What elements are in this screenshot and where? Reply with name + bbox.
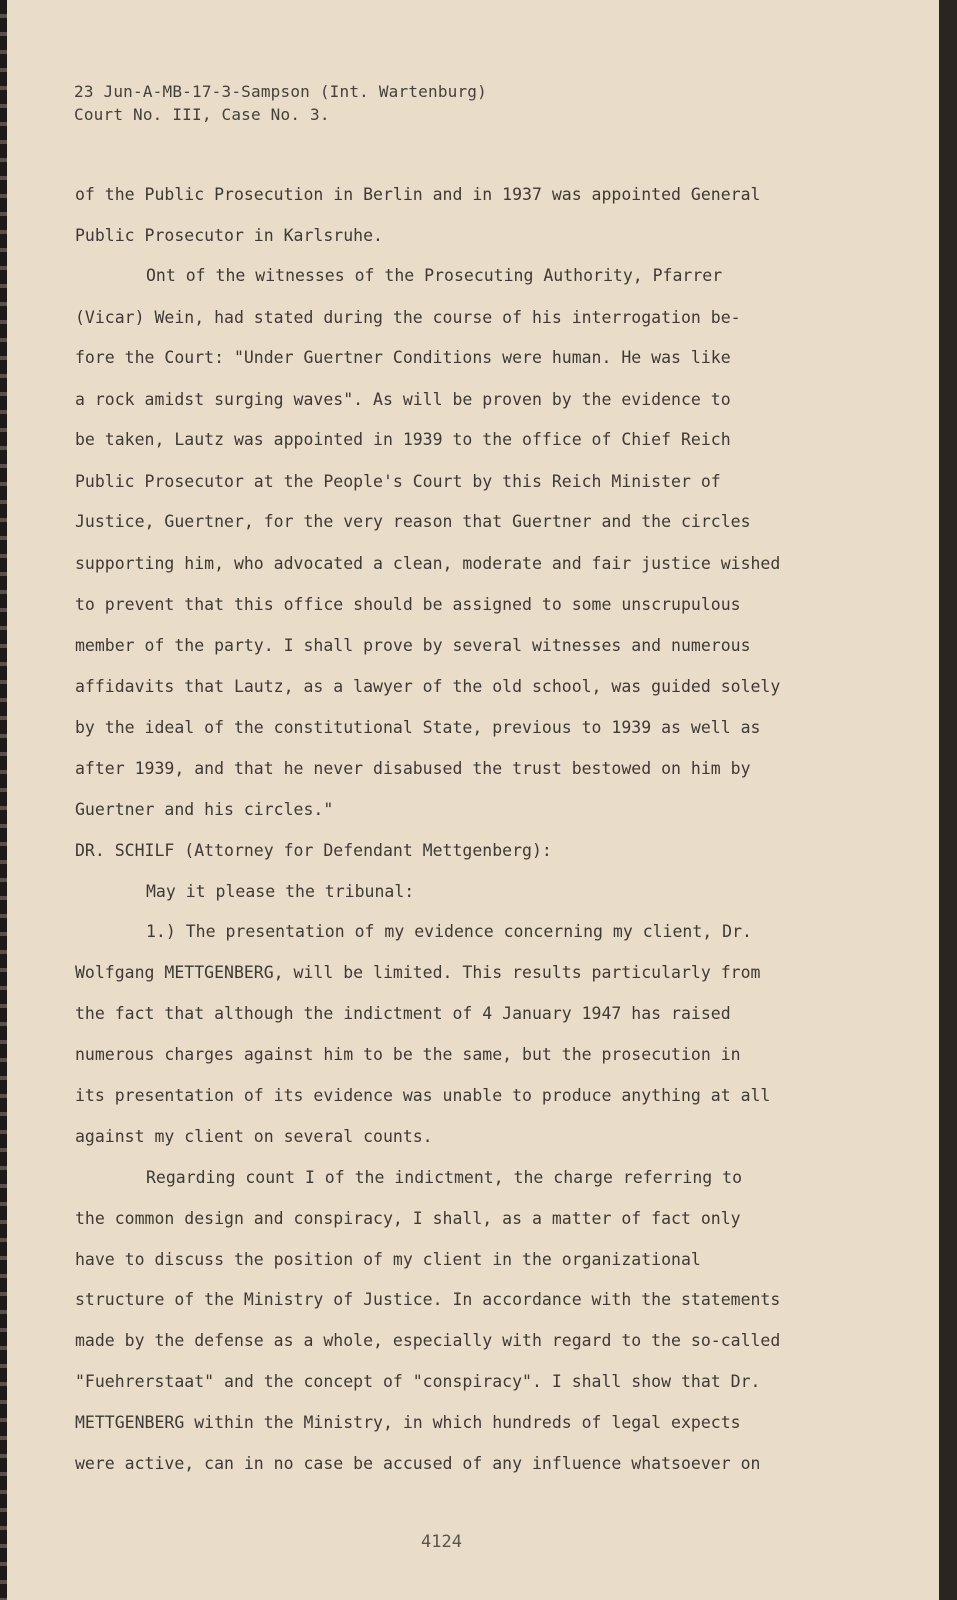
text-line: supporting him, who advocated a clean, moderate and fair justice wished (75, 554, 781, 573)
text-line: be taken, Lautz was appointed in 1939 to the office of Chief Reich (75, 430, 731, 449)
text-line: a rock amidst surging waves". As will be proven by the evidence to (75, 390, 731, 409)
text-line: member of the party. I shall prove by several witnesses and numerous (75, 636, 751, 655)
text-line: have to discuss the position of my client in the organizational (75, 1250, 701, 1269)
text-line: of the Public Prosecution in Berlin and in 1937 was appointed General (75, 185, 761, 204)
page-edge-shadow (939, 0, 948, 1600)
text-line: Public Prosecutor in Karlsruhe. (75, 226, 383, 245)
text-line: May it please the tribunal: (146, 882, 415, 901)
text-line: against my client on several counts. (75, 1127, 433, 1146)
text-line: to prevent that this office should be assigned to some unscrupulous (75, 595, 741, 614)
text-line: structure of the Ministry of Justice. In accordance with the statements (75, 1290, 781, 1309)
text-line: Public Prosecutor at the People's Court by this Reich Minister of (75, 472, 721, 491)
text-line: Regarding count I of the indictment, the charge referring to (146, 1168, 743, 1187)
text-line: were active, can in no case be accused of any influence whatsoever on (75, 1454, 761, 1473)
text-line: METTGENBERG within the Ministry, in which hundreds of legal expects (75, 1413, 741, 1432)
speaker-line: DR. SCHILF (Attorney for Defendant Mettgenberg): (75, 841, 552, 860)
page-number: 4124 (421, 1532, 462, 1552)
text-line: by the ideal of the constitutional State, previous to 1939 as well as (75, 718, 761, 737)
header-reference-line: 23 Jun-A-MB-17-3-Sampson (Int. Wartenburg) (74, 82, 487, 101)
text-line: affidavits that Lautz, as a lawyer of the old school, was guided solely (75, 677, 781, 696)
header-court-line: Court No. III, Case No. 3. (74, 105, 330, 124)
text-line: made by the defense as a whole, especially with regard to the so-called (75, 1331, 781, 1350)
text-line: the fact that although the indictment of 4 January 1947 has raised (75, 1004, 731, 1023)
text-line: 1.) The presentation of my evidence concerning my client, Dr. (146, 922, 752, 941)
text-line: "Fuehrerstaat" and the concept of "conspiracy". I shall show that Dr. (75, 1372, 761, 1391)
text-line: its presentation of its evidence was unable to produce anything at all (75, 1086, 771, 1105)
text-line: Wolfgang METTGENBERG, will be limited. This results particularly from (75, 963, 761, 982)
text-line: after 1939, and that he never disabused the trust bestowed on him by (75, 759, 751, 778)
text-line: fore the Court: "Under Guertner Conditions were human. He was like (75, 348, 731, 367)
binding-edge (0, 0, 7, 1600)
text-line: Justice, Guertner, for the very reason that Guertner and the circles (75, 512, 751, 531)
text-line: numerous charges against him to be the same, but the prosecution in (75, 1045, 741, 1064)
text-line: the common design and conspiracy, I shall, as a matter of fact only (75, 1209, 741, 1228)
text-line: Ont of the witnesses of the Prosecuting Authority, Pfarrer (146, 266, 723, 285)
text-line: Guertner and his circles." (75, 800, 334, 819)
text-line: (Vicar) Wein, had stated during the course of his interrogation be- (75, 308, 741, 327)
